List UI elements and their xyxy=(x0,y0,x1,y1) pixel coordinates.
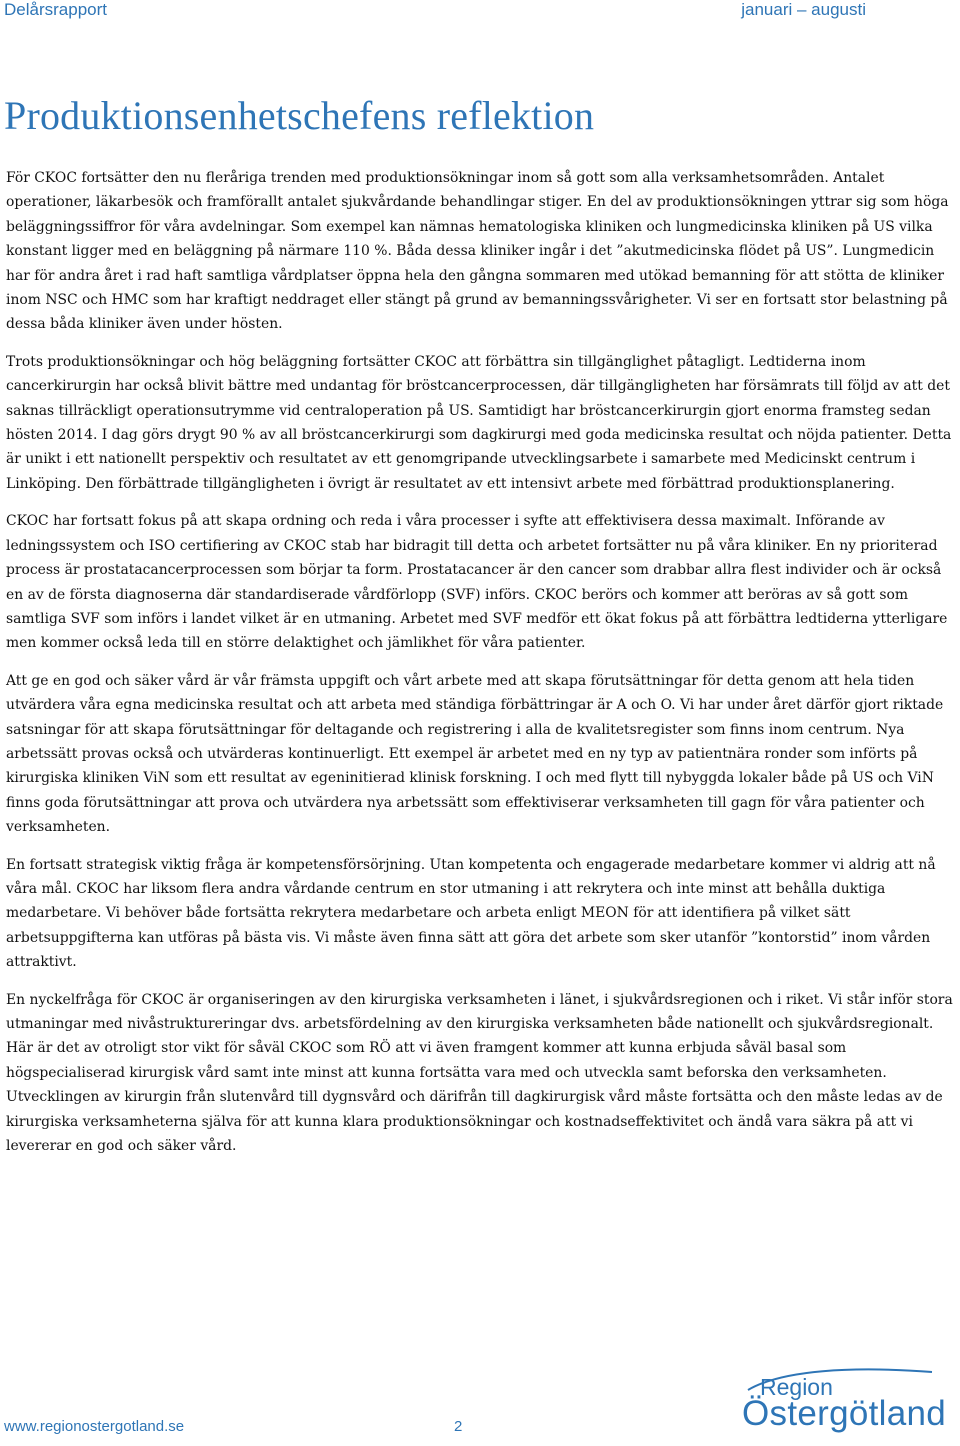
page-title: Produktionsenhetschefens reflektion xyxy=(4,93,595,138)
header-period: januari – augusti xyxy=(741,0,866,19)
page-header xyxy=(0,0,960,28)
paragraph: En nyckelfråga för CKOC är organiseringen av den kirurgiska verksamheten i länet, i sjukvårdsregionen och i riket. Vi står inför stora utmaningar med nivåstruktureringar dvs. arbetsfördelning av den kirurgiska verksamheten både nationellt och sjukvårdsregionalt. Här är det av otroligt stor vikt för såväl CKOC som RÖ att vi även framgent kommer att kunna erbjuda såväl basal som högspecialiserad kirurgisk vård samt inte minst att kunna fortsätta vara med och utveckla samt beforska den verksamheten. Utvecklingen av kirurgin från slutenvård till dygnsvård och därifrån till dagkirurgisk vård måste fortsätta och den måste ledas av de kirurgiska verksamheterna själva för att kunna klara produktionsökningar och kostnadseffektivitet och ändå vara säkra på att vi levererar en god och säker vård. xyxy=(6,991,953,1155)
footer-website-link[interactable]: www.regionostergotland.se xyxy=(4,1418,185,1435)
paragraph: CKOC har fortsatt fokus på att skapa ordning och reda i våra processer i syfte att effektivisera dessa maximalt. Införande av ledningssystem och ISO certifiering av CKOC stab har bidragit till detta och arbetet fortsätter nu på våra kliniker. En ny prioriterad process är prostatacancerprocessen som börjar ta form. Prostatacancer är den cancer som drabbar allra flest individer och är också en av de första diagnoserna där standardiserade vårdförlopp (SVF) införs. CKOC berörs och kommer att beröras av så gott som samtliga SVF som införs i landet vilket är en utmaning. Arbetet med SVF medför ett ökat fokus på att förbättra ledtiderna ytterligare men kommer också leda till en större delaktighet och jämlikhet för våra patienter. xyxy=(6,513,948,652)
body-text xyxy=(6,166,956,1171)
header-report-name: Delårsrapport xyxy=(4,0,107,19)
paragraph: Trots produktionsökningar och hög beläggning fortsätter CKOC att förbättra sin tillgänglighet påtagligt. Ledtiderna inom cancerkirurgin har också blivit bättre med undantag för bröstcancerprocessen, där tillgängligheten har försämrats till följd av att det saknas tillräckligt operationsutrymme vid centraloperation på US. Samtidigt har bröstcancerkirurgin gjort enorma framsteg sedan hösten 2014. I dag görs drygt 90 % av all bröstcancerkirurgi som dagkirurgi med goda medicinska resultat och nöjda patienter. Detta är unikt i ett nationellt perspektiv och resultatet av ett genomgripande utvecklingsarbete i samarbete med Medicinskt centrum i Linköping. Den förbättrade tillgängligheten i övrigt är resultatet av ett intensivt arbete med förbättrad produktionsplanering. xyxy=(6,353,952,492)
footer-page-number: 2 xyxy=(454,1418,463,1435)
paragraph: För CKOC fortsätter den nu fleråriga trenden med produktionsökningar inom så gott som alla verksamhetsområden. Antalet operationer, läkarbesök och framförallt antalet sjukvårdande behandlingar stiger. En del av produktionsökningen yttrar sig som höga beläggningssiffror för våra avdelningar. Som exempel kan nämnas hematologiska kliniken och lungmedicinska kliniken på US vilka konstant ligger med en beläggning på närmare 110 %. Båda dessa kliniker ingår i det ”akutmedicinska flödet på US”. Lungmedicin har för andra året i rad haft samtliga vårdplatser öppna hela den gångna sommaren med utökad bemanning för att stötta de kliniker inom NSC och HMC som har kraftigt neddraget eller stängt på grund av bemanningssvårigheter. Vi ser en fortsatt stor belastning på dessa båda kliniker även under hösten. xyxy=(6,170,949,333)
logo-line2: Östergötland xyxy=(742,1394,946,1433)
paragraph: Att ge en god och säker vård är vår främsta uppgift och vårt arbete med att skapa förutsättningar för detta genom att hela tiden utvärdera våra egna medicinska resultat och att arbeta med ständiga förbättringar är A och O. Vi har under året därför gjort riktade satsningar för att skapa förutsättningar för deltagande och registrering i alla de kvalitetsregister som finns inom centrum. Nya arbetssätt provas också och utvärderas kontinuerligt. Ett exempel är arbetet med en ny typ av patientnära ronder som införts på kirurgiska kliniken ViN som ett resultat av egeninitierad klinisk forskning. I och med flytt till nybyggda lokaler både på US och ViN finns goda förutsättningar att prova och utvärdera nya arbetssätt som effektiviserar verksamheten till gagn för våra patienter och verksamheten. xyxy=(6,672,944,836)
paragraph: En fortsatt strategisk viktig fråga är kompetensförsörjning. Utan kompetenta och engagerade medarbetare kommer vi aldrig att nå våra mål. CKOC har liksom flera andra vårdande centrum en stor utmaning i att rekrytera och inte minst att behålla duktiga medarbetare. Vi behöver både fortsätta rekrytera medarbetare och arbeta enligt MEON för att identifiera på vilket sätt arbetsuppgifterna kan utföras på bästa vis. Vi måste även finna sätt att göra det arbete som sker utanför ”kontorstid” inom vården attraktivt. xyxy=(6,856,936,971)
region-ostergotland-logo xyxy=(742,1364,952,1442)
logo-line1: Region xyxy=(760,1374,833,1400)
